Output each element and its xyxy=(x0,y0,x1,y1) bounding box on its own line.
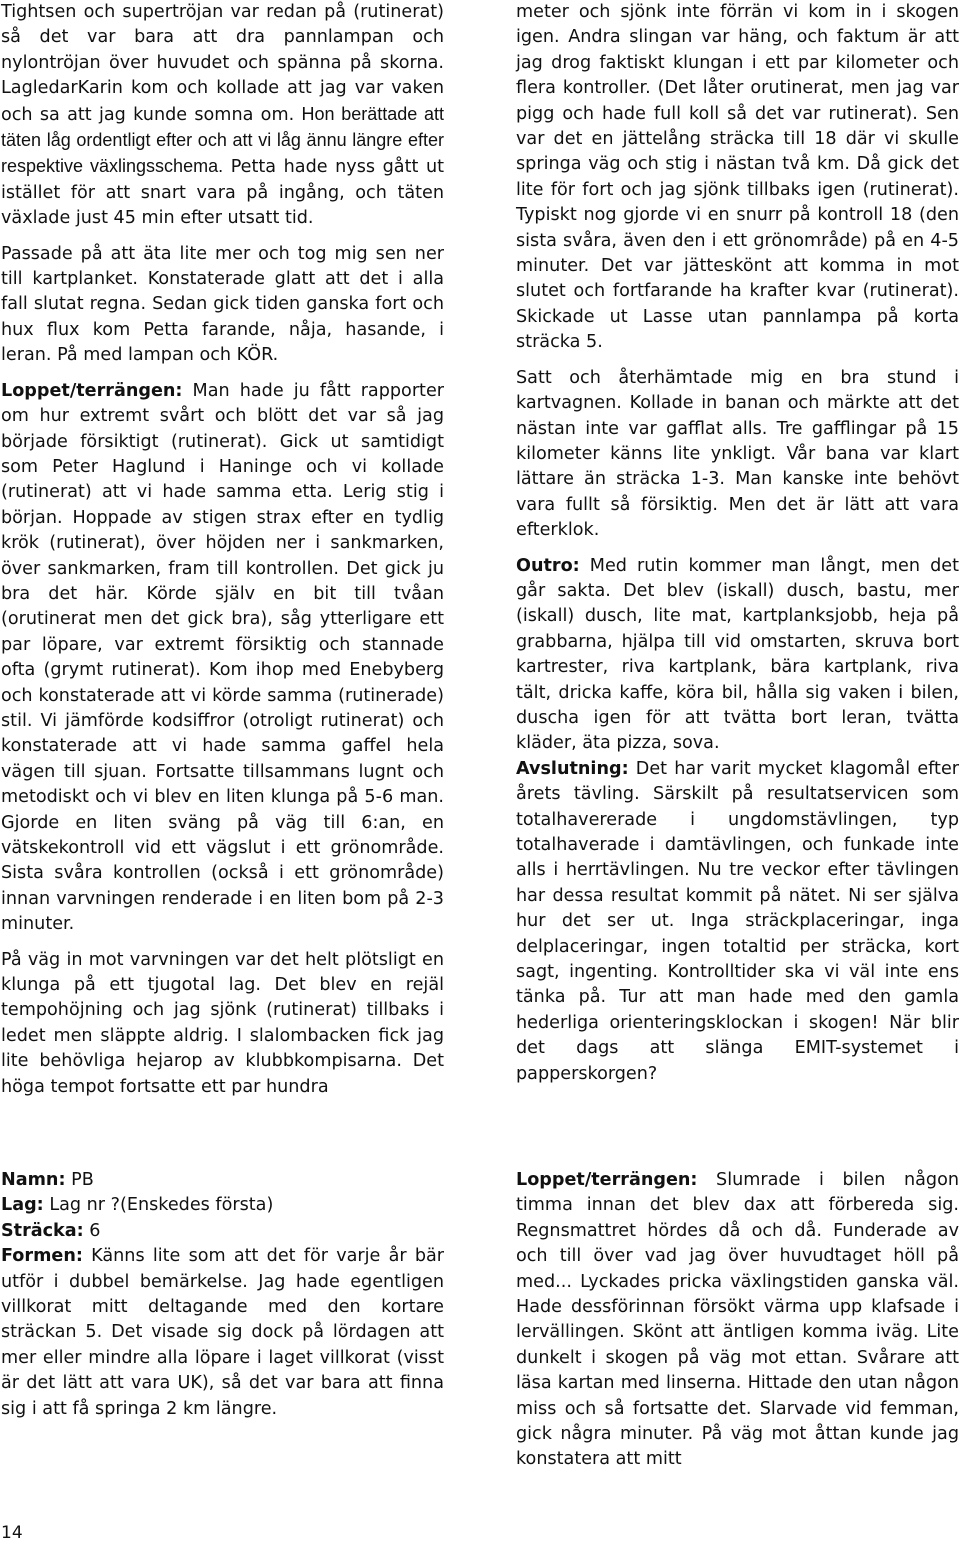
value-leg: 6 xyxy=(89,1220,101,1241)
text-petta-start: Petta hade nyss gått ut istället för att snart vara på ingång, och täten växlade just 45 min efter utsatt tid. xyxy=(1,157,445,229)
text-outro: Med rutin kommer man långt, men det går sakta. Det blev (iskall) dusch, bastu, mer (iskall) dusch, lite mat, kartplanksjobb, heja på grabbarna, hjälpa till vid omstarten, skruva bort kartrester, riva kartplank, bära kartplank, riva tält, dricka kaffe, köra bil, hålla sig vaken i bilen, duscha igen för att tvätta bort leran, tvätta kläder, äta pizza, sova. xyxy=(516,555,960,754)
text-leader-report: Hon berättade att täten låg ordentligt efter och att vi låg ännu längre efter respektive växlingsschema. xyxy=(1,103,445,177)
paragraph-form xyxy=(1,1244,444,1422)
label-team: Lag: xyxy=(1,1195,44,1216)
label-outro: Outro: xyxy=(516,555,580,576)
right-column-bottom xyxy=(516,1168,959,1483)
text-course-terrain-2: Slumrade i bilen någon timma innan det blev dax att förbereda sig. Regnsmattret hördes då och då. Funderade av och till över vad jag över huvudtaget höll på med... Lyckades pricka växlingstiden ganska väl. Hade dessförinnan försökt värma upp klafsade i lervällingen. Skönt att äntligen komma iväg. Lite dunkelt i skogen på väg mot ettan. Svårare att läsa kartan med linserna. Hittade den utan någon miss och så fortsatte det. Slarvade vid femman, gick några minuter. På väg mot åttan kunde jag konstatera att mitt xyxy=(516,1170,960,1470)
text-dressing: Tightsen och supertröjan var redan på (rutinerat) så det var bara att dra pannlampan och nylontröjan över huvudet och spänna på skorna. LagledarKarin kom och kollade att jag var vaken och sa att jag kunde somna om. xyxy=(1,2,444,125)
paragraph-second-loop xyxy=(516,0,959,356)
left-column-bottom xyxy=(1,1168,444,1432)
text-eat-and-map: Passade på att äta lite mer och tog mig sen ner till kartplanket. xyxy=(1,243,444,290)
label-course-terrain: Loppet/terrängen: xyxy=(1,380,183,401)
text-course-terrain: Man hade ju fått rapporter om hur extremt svårt och blött det var så jag började försiktigt (rutinerat). Gick ut samtidigt som Peter Haglund i Haninge och vi kollade (rutinerat) att vi hade samma etta. Lerig stig i början. Hoppade av stigen strax efter en tydlig krök (rutinerat), över höjden ner i sankmarken, över sankmarken, fram till kontrollen. Det gick ju bra det här. Körde själv en bit till tvåan (orutinerat men det gick bra), såg ytterligare ett par löpare, var extremt försiktig och stannade ofta (grymt rutinerat). Kom ihop med Enebyberg och konstaterade att vi körde samma (rutinerade) stil. Vi jämförde kodsiffror (otroligt rutinerat) och konstaterade att vi hade samma gaffel hela vägen till sjuan. Fortsatte tillsammans lugnt och metodiskt och vi blev en liten klunga på 5-6 man. Gjorde en liten sväng på väg till 6:an, en vätskekontroll vid ett vägslut i ett grönområde. Sista svåra kontrollen (också i ett grönområde) innan varvningen renderade i en liten bom på 2-3 minuter. xyxy=(1,380,445,935)
paragraph-course-terrain xyxy=(1,379,444,938)
left-column-top xyxy=(1,0,444,1110)
paragraph-recovery xyxy=(516,366,959,544)
paragraph-conclusion xyxy=(516,757,959,1087)
label-conclusion: Avslutning: xyxy=(516,758,629,779)
value-team: Lag nr ?(Enskedes första) xyxy=(49,1195,274,1216)
text-recovery: Satt och återhämtade mig en bra stund i kartvagnen. Kollade in banan och märkte att det nästan inte var gafflat alls. Tre gafflingar på 15 kilometer känns lite ynkligt. Vår bana var klart lättare än sträcka 1-3. Man kanske inte behövt vara fullt så försiktig. Men det är lätt att vara efterklok. xyxy=(516,367,959,541)
paragraph-waiting xyxy=(1,242,444,369)
paragraph-toward-lap xyxy=(1,948,444,1100)
text-form: Känns lite som att det för varje år bär utför i dubbel bemärkelse. Jag hade egentligen villkorat mitt deltagande med den kortare sträckan 5. Det visade sig dock på lördagen att mer eller mindre alla löpare i laget villkorat (visst är det lätt att vara UK), så det var bara att finna sig i att få springa 2 km längre. xyxy=(1,1246,445,1419)
paragraph-course-terrain-2 xyxy=(516,1168,959,1473)
text-rain-stopped: Konstaterade glatt att det i alla fall slutat regna. xyxy=(1,269,445,315)
runner-name-line xyxy=(1,1168,444,1193)
text-conclusion: Det har varit mycket klagomål efter årets tävling. Särskilt på resultatservicen som totalhavererade i ungdomstävlingen, typ totalhaverade i damtävlingen, och funkade inte alls i herrtävlingen. Nu tre veckor efter tävlingen har dessa resultat kommit på nätet. Ni ser själva hur det ser ut. Inga sträckplaceringar, inga delplaceringar, ingen totaltid per sträcka, kort sagt, ingenting. Kontrolltider ska vi väl inte ens tänka på. Tur att man hade med den gamla hederliga orienteringsklockan i skogen! När blir det dags att slänga EMIT-systemet i papperskorgen? xyxy=(516,758,960,1084)
page-number: 14 xyxy=(1,1523,23,1543)
value-name: PB xyxy=(71,1170,94,1190)
label-name: Namn: xyxy=(1,1170,66,1190)
text-toward-lap: På väg in mot varvningen var det helt plötsligt en klunga på ett tjugotal lag. Det blev en rejäl tempohöjning och jag sjönk (rutinerat) tillbaks i ledet men släppte aldrig. I slalombacken fick jag lite behövliga hejarop av klubbkompisarna. Det höga tempot fortsatte ett par hundra xyxy=(1,949,444,1097)
text-second-loop: meter och sjönk inte förrän vi kom in i skogen igen. Andra slingan var häng, och faktum är att jag drog faktiskt klungan i ett par kilometer och flera kontroller. (Det låter orutinerat, men jag var pigg och hade full koll så det var rutinerat). Sen var det en jättelång sträcka till 18 där vi skulle springa väg och stig i nästan två km. Då gick det lite för fort och jag sjönk tillbaks igen (rutinerat). Typiskt nog gjorde vi en snurr på kontroll 18 (den sista svåra, även den i ett grönområde) på en 4-5 minuter. Det var jätteskönt att komma in mot slutet och fortfarande ha krafter kvar (rutinerat). Skickade ut Lasse utan pannlampa på korta sträcka 5. xyxy=(516,2,959,353)
runner-leg-line xyxy=(1,1219,444,1244)
paragraph-outro xyxy=(516,554,959,757)
label-leg: Sträcka: xyxy=(1,1220,84,1241)
label-course-terrain-2: Loppet/terrängen: xyxy=(516,1170,698,1190)
right-column-top xyxy=(516,0,959,1097)
paragraph-start-preparation xyxy=(1,0,444,232)
label-form: Formen: xyxy=(1,1246,83,1267)
runner-team-line xyxy=(1,1193,444,1218)
text-petta-arrives: Sedan gick tiden ganska fort och hux flux kom Petta farande, nåja, hasande, i leran. På med lampan och KÖR. xyxy=(1,294,445,366)
